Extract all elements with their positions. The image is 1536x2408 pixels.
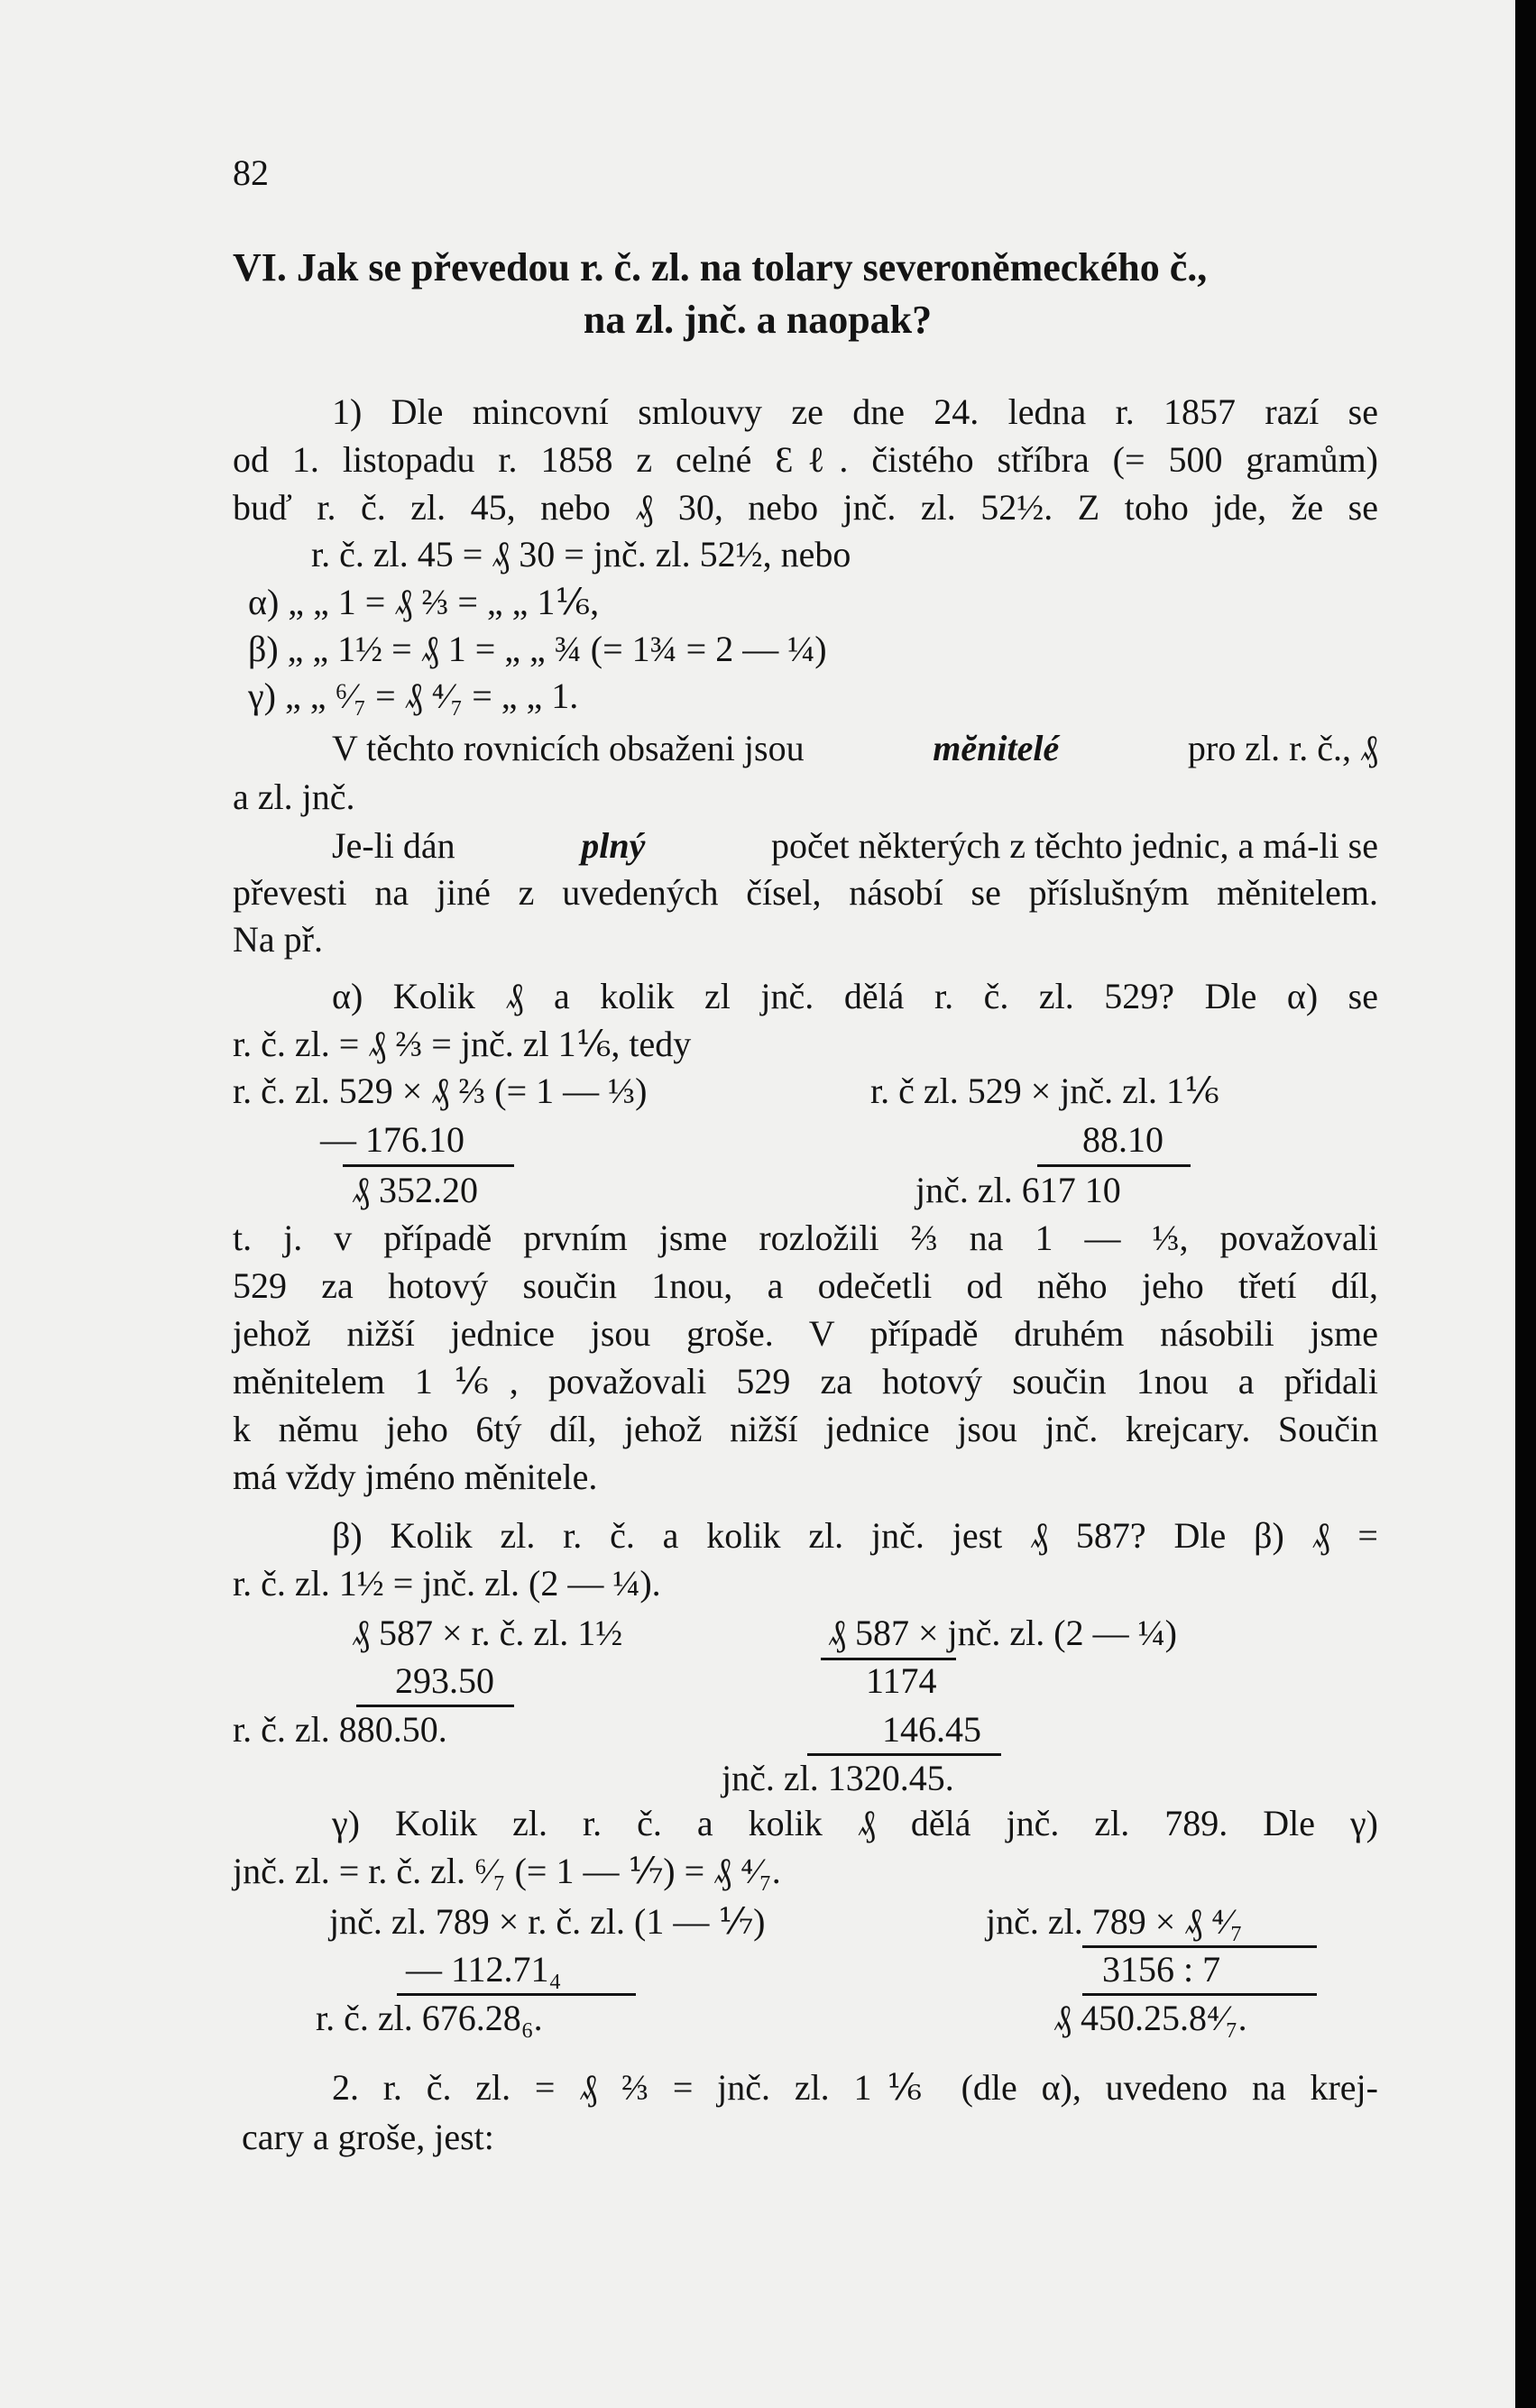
para2-line-2: a zl. jnč. (233, 777, 355, 817)
para2-emphasis: mĕnitelé (933, 728, 1060, 768)
example-gamma-intro-1: γ) Kolik zl. r. č. a kolik ₰ dělá jnč. zl. 789. Dle γ) (332, 1803, 1378, 1843)
para3-line-1 (332, 825, 1378, 866)
alpha-left-line-2: — 176.10 (320, 1119, 464, 1160)
beta-right-result: jnč. zl. 1320.45. (722, 1758, 954, 1798)
para3-line-3: Na př. (233, 919, 323, 960)
gamma-right-line-1: jnč. zl. 789 × ₰ ⁴⁄₇ (986, 1901, 1243, 1942)
para4-line-6: má vždy jméno měnitele. (233, 1457, 598, 1497)
para1-line-1: 1) Dle mincovní smlouvy ze dne 24. ledna r. 1857 razí se (332, 391, 1378, 432)
gamma-right-line-2: 3156 : 7 (1102, 1949, 1221, 1990)
para1-line-2: od 1. listopadu r. 1858 z celné Ɛℓ. čistého stříbra (= 500 gramům) (233, 439, 1378, 480)
para2-text-b: pro zl. r. č., ₰ (1187, 728, 1378, 768)
beta-right-line-3: 146.45 (882, 1709, 981, 1750)
beta-left-rule (356, 1705, 514, 1707)
example-alpha-intro-1: α) Kolik ₰ a kolik zl jnč. dělá r. č. zl. 529? Dle α) se (332, 976, 1378, 1016)
gamma-left-line-2: — 112.71₄ (406, 1949, 562, 1990)
para2-line-1 (332, 728, 1378, 768)
para4-line-2: 529 za hotový součin 1nou, a odečetli od něho jeho třetí díl, (233, 1265, 1378, 1306)
example-gamma-intro-2: jnč. zl. = r. č. zl. ⁶⁄₇ (= 1 — ⅐) = ₰ ⁴⁄₇. (233, 1851, 781, 1891)
para5-line-1: 2. r. č. zl. = ₰ ⅔ = jnč. zl. 1⅙ (dle α), uvedeno na krej- (332, 2067, 1378, 2108)
gamma-right-rule-2 (1082, 1993, 1317, 1996)
alpha-right-line-2: 88.10 (1082, 1119, 1163, 1160)
gamma-right-result: ₰ 450.25.8⁴⁄₇. (1053, 1998, 1247, 2038)
gamma-left-rule (397, 1993, 636, 1996)
gamma-left-line-1: jnč. zl. 789 × r. č. zl. (1 — ⅐) (329, 1901, 766, 1942)
equation-gamma: γ) „ „ ⁶⁄₇ = ₰ ⁴⁄₇ = „ „ 1. (248, 676, 579, 716)
beta-left-line-2: 293.50 (395, 1660, 494, 1701)
para4-line-1: t. j. v případě prvním jsme rozložili ⅔ na 1 — ⅓, považovali (233, 1218, 1378, 1258)
para3-line-2: převesti na jiné z uvedených čísel, násobí se příslušným měnitelem. (233, 872, 1378, 913)
alpha-left-result: ₰ 352.20 (352, 1170, 478, 1210)
alpha-left-rule (343, 1164, 514, 1167)
para2-text-a: V těchto rovnicích obsaženi jsou (332, 728, 805, 768)
gamma-right-rule-1 (1082, 1945, 1317, 1948)
page-number: 82 (233, 152, 269, 193)
equation-beta: β) „ „ 1½ = ₰ 1 = „ „ ¾ (= 1¾ = 2 — ¼) (248, 629, 827, 669)
example-beta-intro-1: β) Kolik zl. r. č. a kolik zl. jnč. jest ₰ 587? Dle β) ₰ = (332, 1515, 1378, 1556)
gamma-left-result: r. č. zl. 676.28₆. (316, 1998, 543, 2038)
para3-emphasis: plný (581, 825, 646, 866)
scan-edge (1515, 0, 1536, 2408)
para3-text-a: Je-li dán (332, 825, 455, 866)
chapter-heading-line-1: VI. Jak se převedou r. č. zl. na tolary severoněmeckého č., (233, 245, 1208, 290)
para4-line-4: měnitelem 1⅙, považovali 529 za hotový součin 1nou a přidali (233, 1361, 1378, 1402)
alpha-right-rule (1037, 1164, 1191, 1167)
example-beta-intro-2: r. č. zl. 1½ = jnč. zl. (2 — ¼). (233, 1563, 661, 1604)
alpha-left-line-1: r. č. zl. 529 × ₰ ⅔ (= 1 — ⅓) (233, 1071, 648, 1111)
equation-base: r. č. zl. 45 = ₰ 30 = jnč. zl. 52½, nebo (311, 534, 851, 574)
para4-line-3: jehož nižší jednice jsou groše. V případě druhém násobili jsme (233, 1313, 1378, 1354)
beta-right-line-1: ₰ 587 × jnč. zl. (2 — ¼) (828, 1613, 1177, 1653)
para1-line-3: buď r. č. zl. 45, nebo ₰ 30, nebo jnč. zl. 52½. Z toho jde, že se (233, 487, 1378, 528)
para3-text-b: počet některých z těchto jednic, a má-li se (770, 825, 1378, 866)
para4-line-5: k němu jeho 6tý díl, jehož nižší jednice jsou jnč. krejcary. Součin (233, 1409, 1378, 1449)
alpha-right-line-1: r. č zl. 529 × jnč. zl. 1⅙ (870, 1071, 1219, 1111)
example-alpha-intro-2: r. č. zl. = ₰ ⅔ = jnč. zl 1⅙, tedy (233, 1024, 692, 1064)
alpha-right-result: jnč. zl. 617 10 (915, 1170, 1121, 1210)
beta-left-line-1: ₰ 587 × r. č. zl. 1½ (352, 1613, 623, 1653)
beta-left-result: r. č. zl. 880.50. (233, 1709, 447, 1750)
chapter-heading-line-2: na zl. jnč. a naopak? (583, 298, 933, 342)
para5-line-2: cary a groše, jest: (242, 2117, 494, 2157)
beta-right-rule-2 (807, 1753, 1001, 1756)
equation-alpha: α) „ „ 1 = ₰ ⅔ = „ „ 1⅙, (248, 582, 600, 622)
beta-right-rule-1 (821, 1658, 956, 1660)
beta-right-line-2: 1174 (866, 1660, 937, 1701)
